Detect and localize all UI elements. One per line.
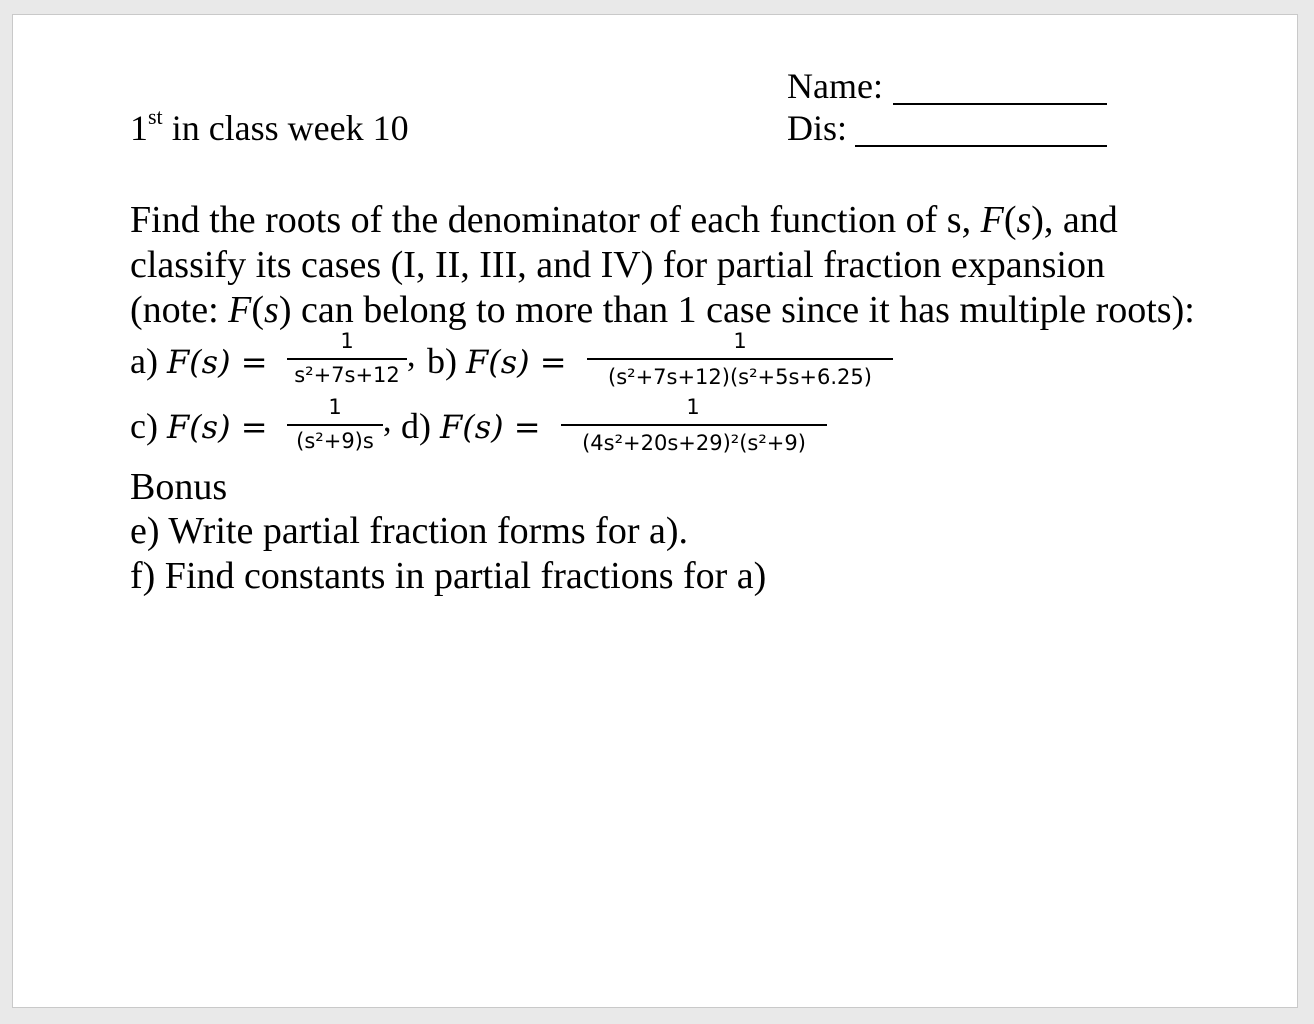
problem-b-denominator: (s²+7s+12)(s²+5s+6.25) [608,365,872,389]
problem-d-lhs: F(s) = [440,408,541,446]
dis-label: Dis: [787,108,848,148]
title-ordinal-suffix: st [148,104,163,129]
problem-c-lhs: F(s) = [166,408,268,446]
problem-a-comma: , [407,337,416,374]
problem-a-label: a) F(s) = [130,341,268,381]
problem-c-comma: , [383,402,392,439]
problem-b-numerator: 1 [733,329,747,353]
title-text: in class week 10 [162,108,409,148]
problem-b-fraction-bar [587,358,893,360]
problem-a-lhs: F(s) = [166,343,268,381]
problem-d-fraction-bar [561,424,827,426]
instructions-line-2: classify its cases (I, II, III, and IV) for partial fraction expansion [130,244,1105,286]
problem-c-fraction-bar [287,424,383,426]
name-label: Name: [787,66,883,106]
problem-c-numerator: 1 [328,395,342,419]
worksheet-title [130,104,409,149]
problem-a-fraction-bar [287,358,407,360]
instructions-line-3: (note: F(s) can belong to more than 1 case since it has multiple roots): [130,289,1195,331]
problem-c-label: c) F(s) = [130,406,268,446]
title-number: 1 [130,108,148,148]
instructions-paragraph [130,198,1270,333]
dis-blank-line [855,145,1107,147]
name-blank-line [893,103,1107,105]
problem-d-denominator: (4s²+20s+29)²(s²+9) [582,431,806,455]
bonus-item-e: e) Write partial fraction forms for a). [130,510,689,552]
problem-b-label: b) F(s) = [427,341,567,381]
problem-d-label: d) F(s) = [401,406,541,446]
document-page [12,14,1298,1008]
problem-a-denominator: s²+7s+12 [294,363,400,387]
problem-c-denominator: (s²+9)s [296,429,374,453]
bonus-item-f: f) Find constants in partial fractions for a) [130,555,767,597]
bonus-heading: Bonus [130,466,228,508]
problem-d-numerator: 1 [686,395,700,419]
problem-b-lhs: F(s) = [466,343,567,381]
problem-a-numerator: 1 [340,329,354,353]
instructions-line-1: Find the roots of the denominator of each function of s, F(s), and [130,199,1118,241]
